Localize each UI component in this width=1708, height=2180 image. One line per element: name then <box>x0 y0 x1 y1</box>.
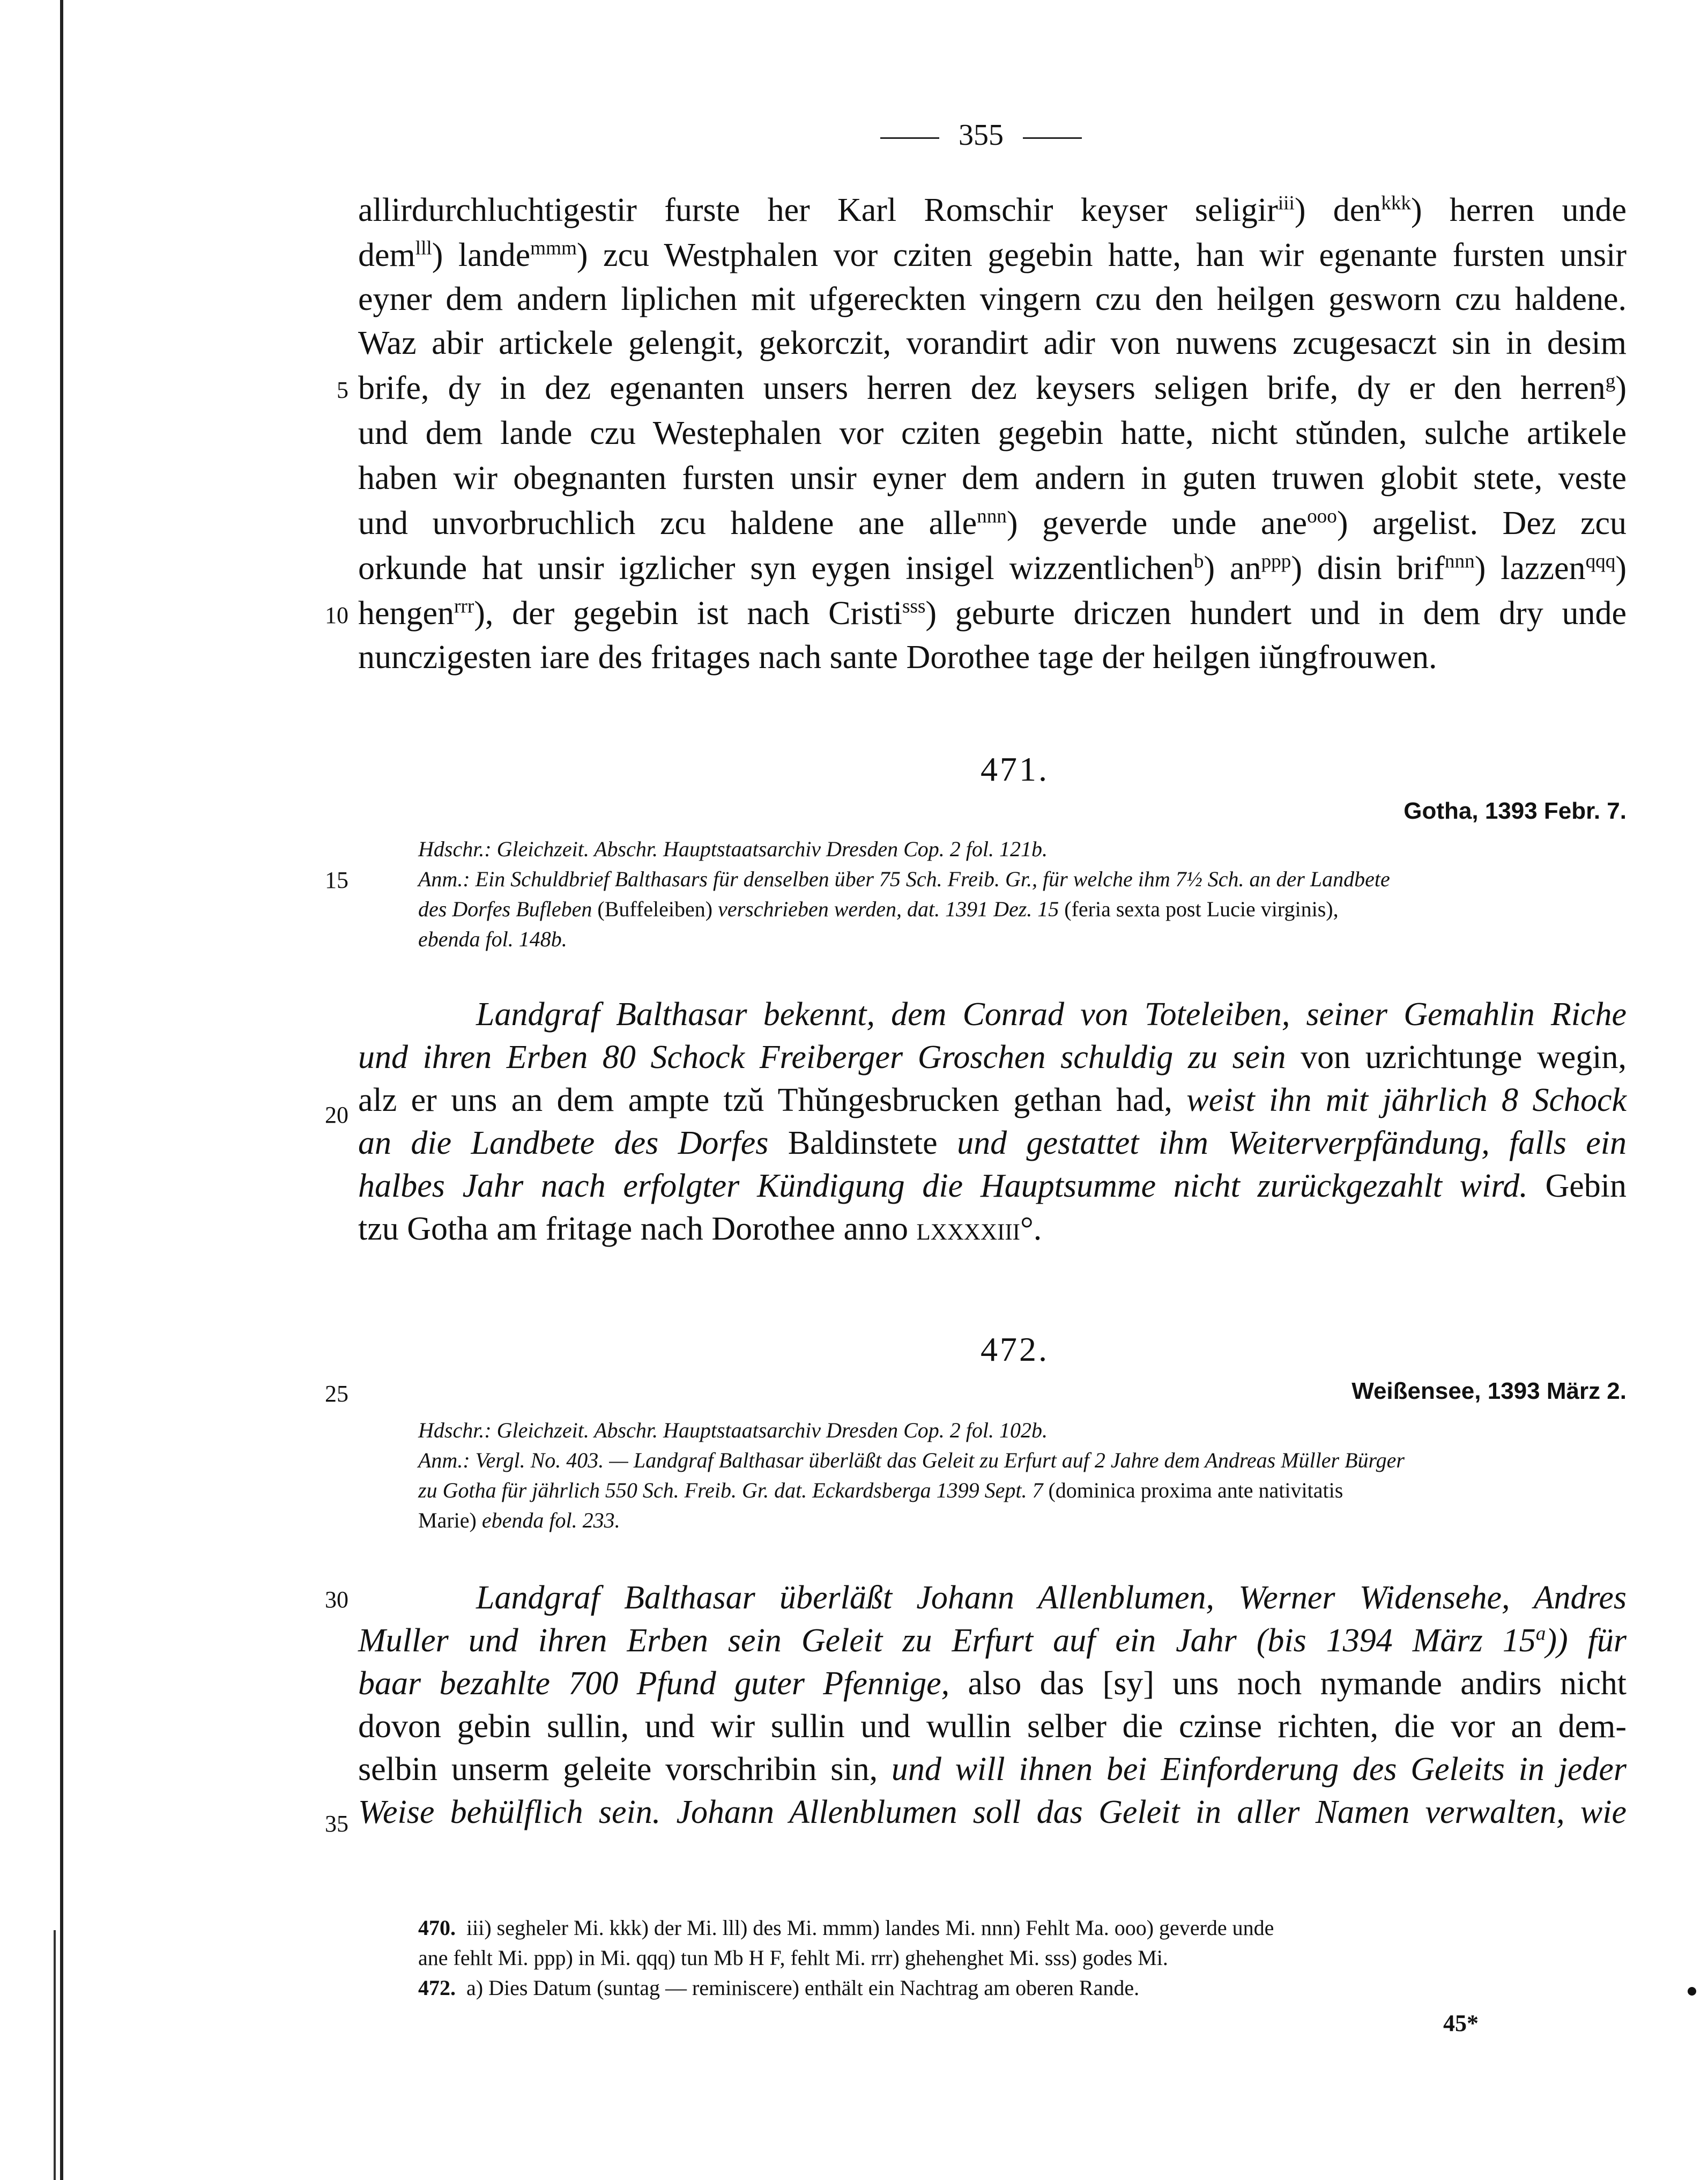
body-line-10: hengen$^{rrr}$), der gegebin ist nach Cristi$^{sss}$) geburte driczen hundert und in dem dry unde <box>358 595 1627 632</box>
body-line-7: haben wir obegnanten fursten unsir eyner dem andern in guten truwen globit stete, veste <box>358 460 1627 496</box>
line-number-15: 15 <box>325 867 348 893</box>
signature-mark: 45* <box>1443 2010 1479 2036</box>
header-rule-right <box>1023 137 1082 139</box>
doc-471-place-date: Gotha, 1393 Febr. 7. <box>1403 798 1627 824</box>
body-line-3: eyner dem andern liplichen mit ufgereckten vingern czu den heilgen gesworn czu haldene. <box>358 281 1627 317</box>
body-line-5: brife, dy in dez egenanten unsers herren dez keysers seligen brife, dy er den herren$^g$) <box>358 370 1627 406</box>
body-line-1: allirdurchluchtigestir furste her Karl Romschir keyser seligir$^{iii}$) den$^{kkk}$) herren unde <box>358 192 1627 228</box>
doc-471-sources <box>418 834 1628 954</box>
page-header <box>820 118 1142 161</box>
doc-471-number: 471. <box>981 750 1049 788</box>
line-number-20: 20 <box>325 1102 348 1128</box>
page-binding-edge-lower <box>54 1930 56 2180</box>
body-line-4: Waz abir artickele gelengit, gekorczit, vorandirt adir von nuwens zcugesaczt sin in desim <box>358 325 1627 361</box>
page-number: 355 <box>959 118 1004 152</box>
footnotes <box>418 1913 1628 2003</box>
line-number-30: 30 <box>325 1586 348 1613</box>
body-line-9: orkunde hat unsir igzlicher syn eygen insigel wizzentlichen$^b$) $an^{ppp}$) disin brif$^{nnn}$) lazzen$^{qqq}$) <box>358 550 1627 587</box>
body-line-2: dem$^{lll}$) lande$^{mmm}$) zcu Westphalen vor cziten gegebin hatte, han wir egenante fursten unsir <box>358 237 1627 273</box>
doc-471-anm-3: ebenda fol. 148b. <box>418 927 567 951</box>
line-number-10: 10 <box>325 602 348 628</box>
doc-472-regest: Landgraf Balthasar überläßt Johann Allenblumen, Werner Widensehe, Andres Muller und ihren Erben sein Geleit zu Erfurt auf ein Jahr (bis 1394 März 15$^a$)) für baar bezahlte 700 Pfund guter Pfennige, also das [sy] uns noch nymande andirs nicht dovon gebin sullin, und wir sullin und wullin selber die czinse richten, die vor an dem- selbin unserm geleite vorschribin sin, und will ihnen bei Einforderung des Geleits in jeder Weise behülflich sein. Johann Allenblumen soll das Geleit in aller Namen verwalten, wie <box>358 1580 1627 1830</box>
doc-472-hdschr: Hdschr.: Gleichzeit. Abschr. Hauptstaatsarchiv Dresden Cop. 2 fol. 102b. <box>418 1418 1048 1442</box>
line-number-25: 25 <box>325 1381 348 1407</box>
doc-472-anm-3: Marie) ebenda fol. 233. <box>418 1508 620 1532</box>
page-binding-edge <box>60 0 63 2180</box>
body-line-11: nunczigesten iare des fritages nach sante Dorothee tage der heilgen iŭngfrouwen. <box>358 639 1437 676</box>
header-rule-left <box>880 137 939 139</box>
line-number-5: 5 <box>337 377 348 403</box>
footnote-470-line-1: 470. iii) segheler Mi. kkk) der Mi. lll) des Mi. mmm) landes Mi. nnn) Fehlt Ma. ooo) geverde unde <box>418 1916 1274 1940</box>
footnote-470-line-2: ane fehlt Mi. ppp) in Mi. qqq) tun Mb H F, fehlt Mi. rrr) ghehenghet Mi. sss) godes Mi. <box>418 1946 1168 1970</box>
doc-471-regest: Landgraf Balthasar bekennt, dem Conrad von Toteleiben, seiner Gemahlin Riche und ihren Erben 80 Schock Freiberger Groschen schuldig zu sein von uzrichtunge wegin, alz er uns an dem ampte tzŭ Thŭngesbrucken gethan had, weist ihn mit jährlich 8 Schock an die Landbete des Dorfes Baldinstete und gestattet ihm Weiterverpfändung, falls ein halbes Jahr nach erfolgter Kündigung die Hauptsumme nicht zurückgezahlt wird. Gebin tzu Gotha am fritage nach Dorothee anno lxxxxiii°. <box>358 996 1627 1247</box>
doc-471-hdschr: Hdschr.: Gleichzeit. Abschr. Hauptstaatsarchiv Dresden Cop. 2 fol. 121b. <box>418 837 1048 861</box>
line-number-35: 35 <box>325 1811 348 1837</box>
doc-472-anm-1: Anm.: Vergl. No. 403. — Landgraf Balthasar überläßt das Geleit zu Erfurt auf 2 Jahre dem Andreas Müller Bürger <box>418 1448 1405 1472</box>
doc-471-anm-1: Anm.: Ein Schuldbrief Balthasars für denselben über 75 Sch. Freib. Gr., für welche ihm 7½ Sch. an der Landbete <box>418 867 1390 891</box>
ink-dot <box>1688 1987 1696 1996</box>
footnote-472-line-1: 472. a) Dies Datum (suntag — reminiscere) enthält ein Nachtrag am oberen Rande. <box>418 1976 1140 2000</box>
doc-471-anm-2: des Dorfes Bufleben (Buffeleiben) verschrieben werden, dat. 1391 Dez. 15 (feria sexta post Lucie virginis), <box>418 897 1339 921</box>
doc-472-sources <box>418 1415 1628 1536</box>
body-line-8: und unvorbruchlich zcu haldene ane alle$^{nnn}$) geverde unde ane$^{ooo}$) argelist. Dez zcu <box>358 505 1627 542</box>
doc-472-number: 472. <box>981 1330 1049 1368</box>
body-line-6: und dem lande czu Westephalen vor cziten gegebin hatte, nicht stŭnden, sulche artikele <box>358 415 1627 451</box>
doc-472-anm-2: zu Gotha für jährlich 550 Sch. Freib. Gr. dat. Eckardsberga 1399 Sept. 7 (dominica proxima ante nativitatis <box>418 1478 1343 1502</box>
doc-472-place-date: Weißensee, 1393 März 2. <box>1351 1378 1627 1404</box>
